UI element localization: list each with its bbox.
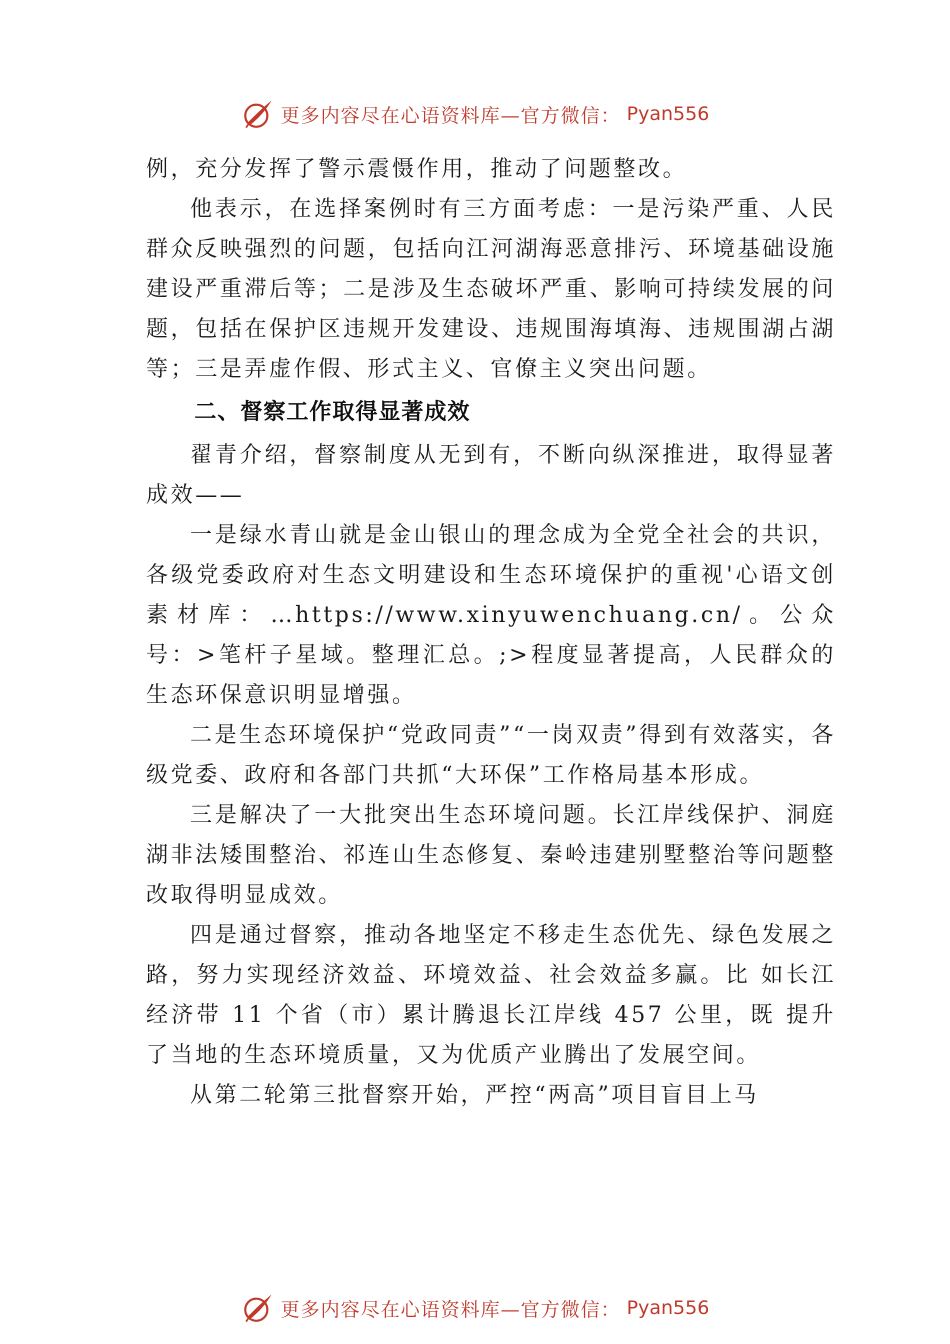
paragraph-7: 四是通过督察，推动各地坚定不移走生态优先、绿色发展之路，努力实现经济效益、环境效益、社会效益多赢。比 如长江经济带 11 个省（市）累计腾退长江岸线 457 公里，既 提升了当地的生态环境质量，又为优质产业腾出了发展空间。	[146, 923, 836, 1068]
quill-seal-icon	[241, 1291, 275, 1325]
banner-text: 更多内容尽在心语资料库—官方微信：	[280, 1298, 621, 1321]
section-heading: 二、督察工作取得显著成效	[194, 400, 471, 425]
paragraph-5: 二是生态环境保护“党政同责”“一岗双责”得到有效落实，各级党委、政府和各部门共抓“大环保”工作格局基本形成。	[146, 723, 836, 788]
paragraph-8: 从第二轮第三批督察开始，严控“两高”项目盲目上马	[190, 1083, 759, 1108]
paragraph-1: 例，充分发挥了警示震慑作用，推动了问题整改。	[146, 157, 688, 182]
paragraph-4: 一是绿水青山就是金山银山的理念成为全党全社会的共识，各级党委政府对生态文明建设和生态环境保护的重视'心语文创素材库：…https://www.xinyuwenchuang.cn/。公众号：>笔杆子星域。整理汇总。;>程度显著提高，人民群众的生态环保意识明显增强。	[146, 523, 836, 708]
paragraph-2: 他表示，在选择案例时有三方面考虑：一是污染严重、人民群众反映强烈的问题，包括向江河湖海恶意排污、环境基础设施建设严重滞后等；二是涉及生态破坏严重、影响可持续发展的问题，包括在保护区违规开发建设、违规围海填海、违规围湖占湖等；三是弄虚作假、形式主义、官僚主义突出问题。	[146, 197, 836, 382]
footer-banner	[0, 1288, 950, 1328]
document-body	[146, 150, 836, 1116]
paragraph-6: 三是解决了一大批突出生态环境问题。长江岸线保护、洞庭湖非法矮围整治、祁连山生态修复、秦岭违建别墅整治等问题整改取得明显成效。	[146, 803, 836, 908]
banner-contact: Pyan556	[626, 1297, 710, 1319]
header-banner	[0, 94, 950, 134]
paragraph-3: 翟青介绍，督察制度从无到有，不断向纵深推进，取得显著成效——	[146, 443, 836, 508]
banner-text: 更多内容尽在心语资料库—官方微信：	[280, 104, 621, 127]
banner-contact: Pyan556	[626, 103, 710, 125]
quill-seal-icon	[241, 97, 275, 131]
